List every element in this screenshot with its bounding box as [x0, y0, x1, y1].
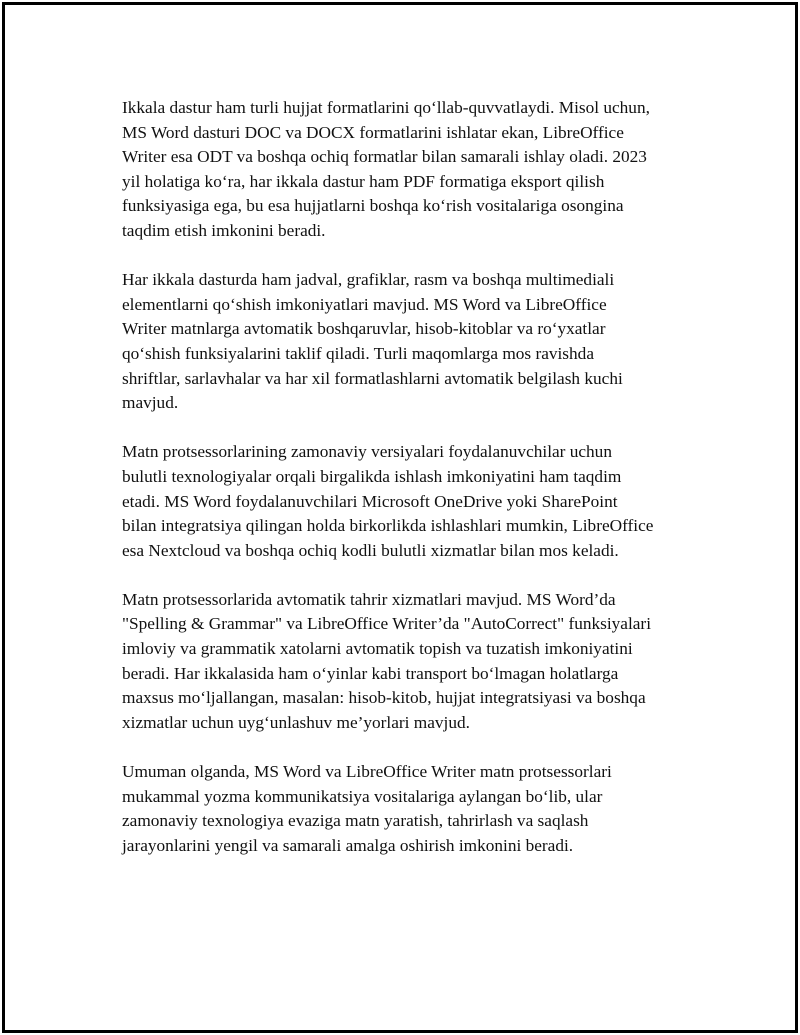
paragraph-multimedia: Har ikkala dasturda ham jadval, grafiklar, rasm va boshqa multimediali elementlarni qo‘shish imkoniyatlari mavjud. MS Word va LibreOffice Writer matnlarga avtomatik boshqaruvlar, hisob-kitoblar va ro‘yxatlar qo‘shish funksiyalarini taklif qiladi. Turli maqomlarga mos ravishda shriftlar, sarlavhalar va har xil formatlashlarni avtomatik belgilash kuchi mavjud. [122, 270, 623, 413]
paragraph-conclusion: Umuman olganda, MS Word va LibreOffice Writer matn protsessorlari mukammal yozma kommunikatsiya vositalariga aylangan bo‘lib, ular zamonaviy texnologiya evaziga matn yaratish, tahrirlash va saqlash jarayonlarini yengil va samarali amalga oshirish imkonini beradi. [122, 762, 612, 855]
page-frame [2, 2, 798, 1033]
paragraph-cloud-collaboration: Matn protsessorlarining zamonaviy versiyalari foydalanuvchilar uchun bulutli texnologiyalar orqali birgalikda ishlash imkoniyatini ham taqdim etadi. MS Word foydalanuvchilari Microsoft OneDrive yoki SharePoint bilan integratsiya qilingan holda birkorlikda ishlashlari mumkin, LibreOffice esa Nextcloud va boshqa ochiq kodli bulutli xizmatlar bilan mos keladi. [122, 442, 654, 560]
document-body [122, 96, 697, 858]
paragraph-formats: Ikkala dastur ham turli hujjat formatlarini qo‘llab-quvvatlaydi. Misol uchun, MS Word dasturi DOC va DOCX formatlarini ishlatar ekan, LibreOffice Writer esa ODT va boshqa ochiq formatlar bilan samarali ishlay oladi. 2023 yil holatiga ko‘ra, har ikkala dastur ham PDF formatiga eksport qilish funksiyasiga ega, bu esa hujjatlarni boshqa ko‘rish vositalariga osongina taqdim etish imkonini beradi. [122, 98, 650, 240]
paragraph-autocorrect: Matn protsessorlarida avtomatik tahrir xizmatlari mavjud. MS Word’da "Spelling & Grammar" va LibreOffice Writer’da "AutoCorrect" funksiyalari imloviy va grammatik xatolarni avtomatik topish va tuzatish imkoniyatini beradi. Har ikkalasida ham o‘yinlar kabi transport bo‘lmagan holatlarga maxsus mo‘ljallangan, masalan: hisob-kitob, hujjat integratsiyasi va boshqa xizmatlar uchun uyg‘unlashuv me’yorlari mavjud. [122, 589, 651, 732]
